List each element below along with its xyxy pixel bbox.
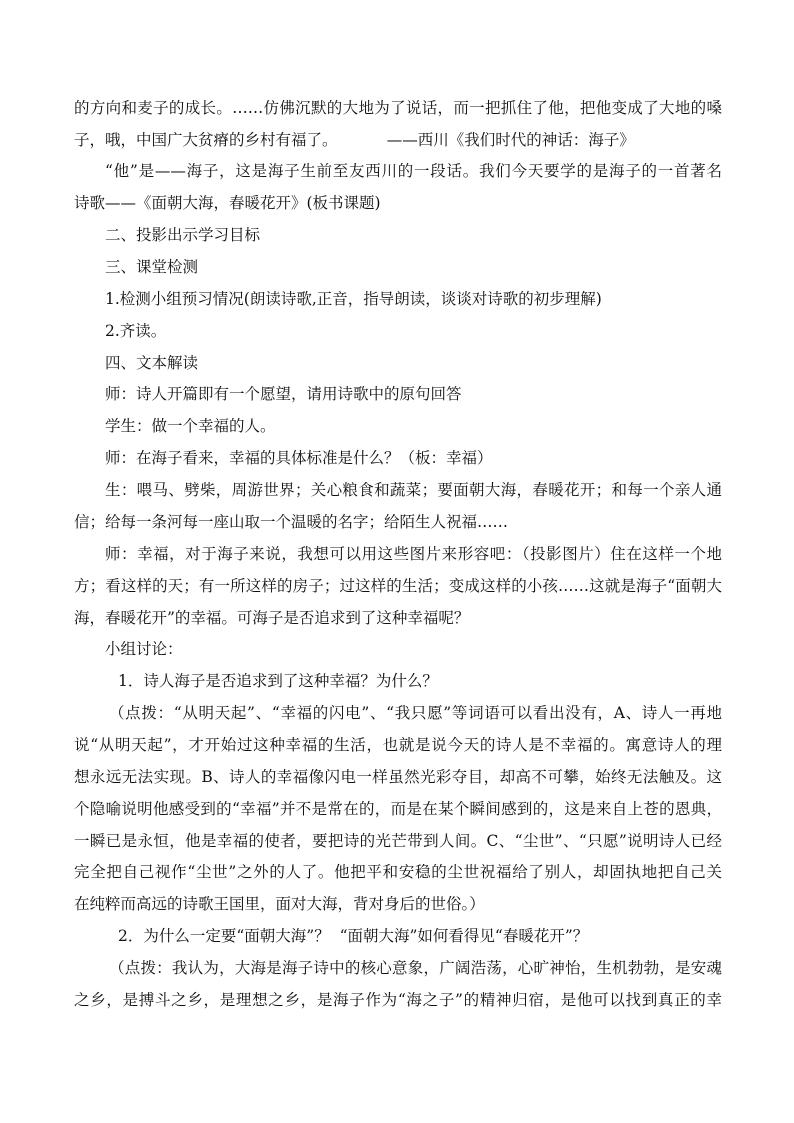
- text-line: 师：幸福，对于海子来说，我想可以用这些图片来形容吧：（投影图片）住在这样一个地: [105, 545, 722, 563]
- section-heading: 二、投影出示学习目标: [105, 226, 261, 244]
- section-heading: 三、课堂检测: [105, 258, 199, 276]
- text-line: 信；给每一条河每一座山取一个温暖的名字；给陌生人祝福……: [74, 513, 509, 531]
- text-line: 的方向和麦子的成长。……仿佛沉默的大地为了说话，而一把抓住了他，把他变成了大地的嗓: [74, 99, 722, 117]
- text-line: 子，哦，中国广大贫瘠的乡村有福了。 ——西川《我们时代的神话：海子》: [74, 131, 635, 149]
- text-line: 说“从明天起”，才开始过这种幸福的生活，也就是说今天的诗人是不幸福的。寓意诗人的理: [74, 736, 722, 754]
- text-line: “他”是——海子，这是海子生前至友西川的一段话。我们今天要学的是海子的一首著名: [105, 162, 722, 180]
- question-heading: 2．为什么一定要“面朝大海”？ “面朝大海”如何看得见“春暖花开”？: [118, 927, 589, 945]
- section-heading: 四、文本解读: [105, 354, 199, 372]
- text-line: 在纯粹而高远的诗歌王国里，面对大海，背对身后的世俗。）: [74, 895, 485, 913]
- text-line: 海，春暖花开”的幸福。可海子是否追求到了这种幸福呢？: [74, 609, 470, 627]
- text-line: 生：喂马、劈柴，周游世界；关心粮食和蔬菜；要面朝大海，春暖花开；和每一个亲人通: [105, 481, 722, 499]
- text-line: 1.检测小组预习情况(朗读诗歌,正音，指导朗读，谈谈对诗歌的初步理解): [105, 290, 602, 308]
- text-line: （点拨：“从明天起”、“幸福的闪电”、“我只愿”等词语可以看出没有，A、诗人一再地: [109, 704, 722, 722]
- text-line: 师：诗人开篇即有一个愿望，请用诗歌中的原句回答: [105, 385, 462, 403]
- text-line: 完全把自己视作“尘世”之外的人了。他把平和安稳的尘世祝福给了别人，却固执地把自己关: [74, 863, 722, 881]
- text-line: 小组讨论：: [105, 640, 183, 658]
- text-line: 诗歌——《面朝大海，春暖花开》(板书课题): [74, 194, 381, 212]
- text-line: 个隐喻说明他感受到的“幸福”并不是常在的，而是在某个瞬间感到的，这是来自上苍的恩典，: [74, 800, 722, 818]
- text-line: 师：在海子看来，幸福的具体标准是什么？（板：幸福）: [105, 449, 493, 467]
- text-line: 一瞬已是永恒，他是幸福的使者，要把诗的光芒带到人间。C、“尘世”、“只愿”说明诗人已经: [74, 832, 722, 850]
- text-line: （点拨：我认为，大海是海子诗中的核心意象，广阔浩荡，心旷神怡，生机勃勃，是安魂: [109, 959, 722, 977]
- text-line: 想永远无法实现。B、诗人的幸福像闪电一样虽然光彩夺目，却高不可攀，始终无法触及。这: [74, 768, 722, 786]
- text-line: 方；看这样的天；有一所这样的房子；过这样的生活；变成这样的小孩……这就是海子“面朝大: [74, 577, 722, 595]
- text-line: 2.齐读。: [105, 322, 167, 340]
- text-line: 学生：做一个幸福的人。: [105, 417, 276, 435]
- question-heading: 1．诗人海子是否追求到了这种幸福？为什么？: [118, 672, 438, 690]
- text-line: 之乡，是搏斗之乡，是理想之乡，是海子作为“海之子”的精神归宿，是他可以找到真正的幸: [74, 991, 722, 1009]
